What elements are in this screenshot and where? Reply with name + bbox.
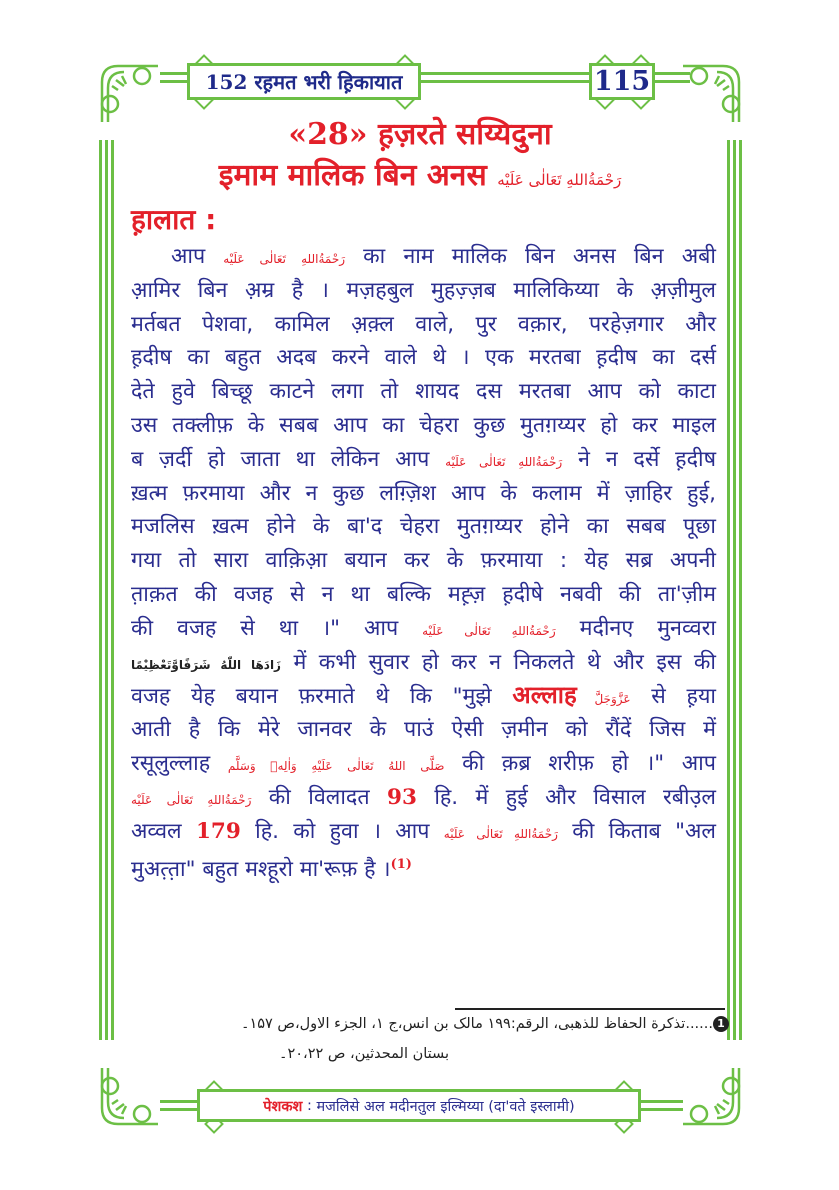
- body-line: ब ज़र्दी हो जाता था लेकिन आप رَحْمَةُاللهِ تَعَالٰی عَلَيْه ने न दर्से ह़दीष: [131, 446, 716, 472]
- footer-label: पेशकश: [263, 1098, 303, 1115]
- top-rail: [160, 80, 190, 83]
- honorific-arabic: صَلَّى اللهُ تَعَالٰی عَلَيْهِ وَاٰلِهٖ وَسَلَّم: [227, 758, 445, 773]
- corner-ornament-icon: [683, 1068, 743, 1128]
- top-rail: [160, 72, 190, 75]
- right-border-line: [733, 140, 736, 1040]
- top-rail: [420, 72, 590, 75]
- body-line: रसूलुल्लाह صَلَّى اللهُ تَعَالٰی عَلَيْهِ وَاٰلِهٖ وَسَلَّم की क़ब्र शरीफ़ हो ।" आप: [131, 750, 716, 776]
- book-title: 152 रह़मत भरी ह़िकायात: [205, 70, 403, 94]
- top-rail: [420, 80, 590, 83]
- right-border-line: [727, 140, 730, 1040]
- arabic-phrase: زَادَهَا اللّٰهُ شَرَفًاوَّتَعْظِيْمًا: [131, 657, 281, 672]
- bottom-rail: [160, 1108, 200, 1111]
- chapter-number: «28»: [288, 117, 368, 152]
- honorific-arabic: رَحْمَةُاللهِ تَعَالٰی عَلَيْه: [422, 623, 556, 638]
- body-line: ह़दीष का बहुत अदब करने वाले थे । एक मरतबा ह़दीष का दर्स: [131, 345, 716, 371]
- body-line: अव्वल 179 हि. को हुवा । आप رَحْمَةُاللهِ تَعَالٰی عَلَيْه की किताब "अल: [131, 818, 716, 844]
- chapter-title-line1: [115, 112, 725, 153]
- honorific-arabic: رَحْمَةُاللهِ تَعَالٰی عَلَيْه: [223, 252, 346, 266]
- footer-publisher: मजलिसे अल मदीनतुल इल्मिय्या (दा'वते इस्लामी): [316, 1098, 575, 1115]
- honorific-arabic: رَحْمَةُاللهِ تَعَالٰی عَلَيْه: [445, 454, 563, 469]
- honorific-arabic: رَحْمَةُاللهِ تَعَالٰی عَلَيْه: [131, 792, 252, 807]
- body-line: मुअत़्त़ा" बहुत मश्हूरो मा'रूफ़ है ।$^{(1)}$: [131, 857, 412, 883]
- body-line: मर्तबत पेशवा, कामिल अ़क़्ल वाले, पुर वक़ार, परहेज़गार और: [131, 311, 716, 337]
- section-heading: ह़ालात :: [131, 203, 217, 236]
- body-line: देते हुवे बिच्छू काटने लगा तो शायद दस मरतबा आप को काटा: [131, 379, 716, 405]
- footer-publisher-box: [197, 1089, 641, 1122]
- bottom-rail: [638, 1108, 683, 1111]
- body-paragraph: [131, 240, 716, 882]
- chapter-title-line2: [115, 153, 725, 194]
- chapter-title-name: इमाम मालिक बिन अनस: [218, 158, 487, 193]
- body-line: की वजह से था ।" आप رَحْمَةُاللهِ تَعَالٰی عَلَيْه मदीनए मुनव्वरा: [131, 615, 716, 641]
- body-line: आती है कि मेरे जानवर के पाउं ऐसी ज़मीन को रौंदें जिस में: [131, 717, 716, 743]
- footnote-line2: بستان المحدثین، ص ۲۰،۲۲۔: [278, 1046, 449, 1062]
- body-line: ख़त्म फ़रमाया और न कुछ लग़्ज़िश आप के कलाम में ज़ाहिर हुई,: [131, 480, 716, 506]
- body-line: आप رَحْمَةُاللهِ تَعَالٰی عَلَيْه का नाम मालिक बिन अनस बिन अबी: [171, 244, 716, 269]
- year-number: 179: [195, 818, 241, 844]
- body-line: زَادَهَا اللّٰهُ شَرَفًاوَّتَعْظِيْمًا में कभी सुवार हो कर न निकलते थे और इस की: [131, 649, 716, 675]
- body-line: वजह येह बयान फ़रमाते थे कि "मुझे अल्लाह عَزَّوَجَلَّ से ह़या: [131, 681, 716, 710]
- body-line: गया तो सारा वाक़िआ़ बयान कर के फ़रमाया : येह सब्र अपनी: [131, 548, 716, 574]
- footnote-badge: 1: [713, 1016, 729, 1032]
- chapter-honorific: رَحْمَةُاللهِ تَعَالٰی عَلَيْه: [497, 171, 622, 189]
- honorific-arabic: رَحْمَةُاللهِ تَعَالٰی عَلَيْه: [443, 826, 558, 841]
- footnote-line1: 1......تذكرة الحفاظ للذهبی، الرقم:۱۹۹ مالک بن انس،ج ۱، الجزء الاول،ص ۱۵۷۔: [241, 1016, 729, 1032]
- body-line: رَحْمَةُاللهِ تَعَالٰی عَلَيْه की विलादत 93 हि. में हुई और विसाल रबीउ़ल: [131, 784, 716, 810]
- page-number-box: [589, 63, 655, 100]
- book-title-box: [187, 63, 421, 100]
- page-number: 115: [593, 66, 651, 97]
- left-border-line: [105, 140, 108, 1040]
- footnote-divider: [455, 1008, 725, 1010]
- year-number: 93: [387, 784, 417, 810]
- footer-separator: :: [302, 1097, 317, 1114]
- footnote-reference[interactable]: (1): [390, 857, 412, 873]
- body-line: मजलिस ख़त्म होने के बा'द चेहरा मुतग़य्यर होने का सबब पूछा: [131, 514, 716, 540]
- honorific-arabic: عَزَّوَجَلَّ: [576, 692, 631, 707]
- left-border-line: [99, 140, 102, 1040]
- right-border-line: [739, 140, 742, 1040]
- corner-ornament-icon: [98, 1068, 158, 1128]
- allah-name: अल्लाह: [512, 681, 577, 710]
- chapter-title-text: ह़ज़रते सय्यिदुना: [378, 117, 552, 152]
- body-line: उस तक्लीफ़ के सबब आप का चेहरा कुछ मुतग़य्यर हो कर माइल: [131, 412, 716, 438]
- bottom-rail: [638, 1100, 683, 1103]
- bottom-rail: [160, 1100, 200, 1103]
- body-line: त़ाक़त की वजह से न था बल्कि मह़्ज़ ह़दीषे नबवी की ता'ज़ीम: [131, 581, 716, 607]
- body-line: आ़मिर बिन अ़म्र है । मज़हबुल मुहज़्ज़ब मालिकिय्या के अ़ज़ीमुल: [131, 277, 716, 303]
- left-border-line: [111, 140, 114, 1040]
